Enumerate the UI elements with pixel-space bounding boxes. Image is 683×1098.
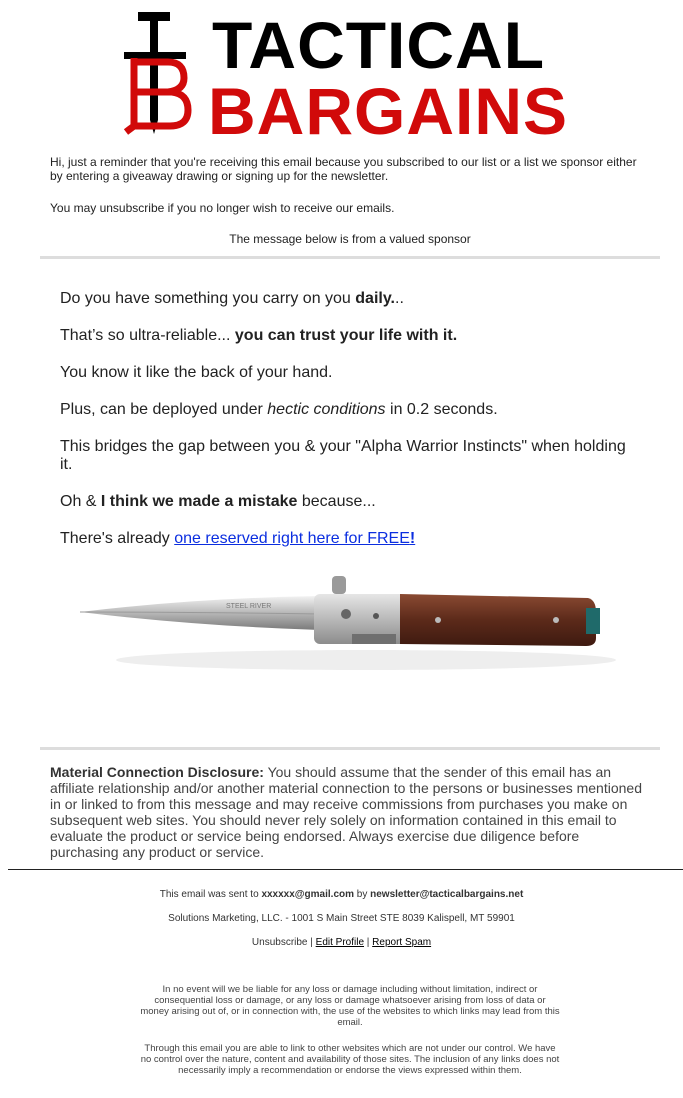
company-address: Solutions Marketing, LLC. - 1001 S Main Street STE 8039 Kalispell, MT 59901 <box>168 913 515 924</box>
message-paragraph-3: You know it like the back of your hand. <box>60 364 333 381</box>
stiletto-knife-image <box>76 568 616 688</box>
message-paragraph-1: Do you have something you carry on you daily... <box>60 290 404 307</box>
logo-graphic <box>120 8 590 140</box>
product-image[interactable] <box>76 568 616 688</box>
material-connection-disclosure <box>50 764 650 860</box>
divider-top <box>40 256 660 259</box>
recipient-email: xxxxxx@gmail.com <box>261 889 355 900</box>
sponsor-note: The message below is from a valued sponsor <box>229 232 471 246</box>
blade-engraving: STEEL RIVER <box>226 603 272 610</box>
tactical-bargains-logo[interactable] <box>120 8 590 140</box>
disclosure-label: Material Connection Disclosure: <box>50 764 264 780</box>
message-paragraph-7: There's already one reserved right here for FREE! <box>60 530 416 547</box>
sent-to-line: This email was sent to xxxxxx@gmail.com by newsletter@tacticalbargains.net <box>159 889 524 900</box>
intro-section <box>50 155 650 233</box>
message-paragraph-4: Plus, can be deployed under hectic conditions in 0.2 seconds. <box>60 401 498 418</box>
report-spam-link[interactable]: Report Spam <box>372 937 432 948</box>
logo-line-2: BARGAINS <box>208 74 569 140</box>
message-paragraph-5: This bridges the gap between you & your "Alpha Warrior Instincts" when holding it. <box>60 438 626 473</box>
edit-profile-link[interactable]: Edit Profile <box>315 937 365 948</box>
footer-rule <box>8 869 683 870</box>
divider-bottom <box>40 747 660 750</box>
dagger-monogram-icon <box>124 12 188 134</box>
sponsor-message <box>60 290 640 567</box>
legal-disclaimer-links: Through this email you are able to link to other websites which are not under our control. We have no control over the nature, content and availability of those sites. The inclusion of any links does not necessarily imply a recommendation or endorse the views expressed within them. <box>140 1043 560 1076</box>
footer-links: Unsubscribe | Edit Profile | Report Spam <box>251 937 432 948</box>
disclosure-text: You should assume that the sender of this email has an affiliate relationship and/or another material connection to the persons or businesses mentioned in or linked to from this message and may receive commissions from purchases you make on subsequent web sites. You should never rely solely on information contained in this email to evaluate the product or service being endorsed. Always exercise due diligence before purchasing any product or service. <box>50 764 642 860</box>
free-offer-link[interactable]: one reserved right here for FREE! <box>174 530 416 547</box>
reminder-text: Hi, just a reminder that you're receiving this email because you subscribed to our list or a list we sponsor either by entering a giveaway drawing or signing up for the newsletter. <box>50 155 637 183</box>
legal-disclaimer-liability: In no event will we be liable for any loss or damage including without limitation, indirect or consequential loss or damage, or any loss or damage whatsoever arising from loss of data or money arising out of, or in connection with, the use of the websites to which links may lead from this email. <box>140 984 560 1028</box>
message-paragraph-6: Oh & I think we made a mistake because... <box>60 493 376 510</box>
logo-line-1: TACTICAL <box>212 8 546 82</box>
unsubscribe-text[interactable]: Unsubscribe <box>251 937 308 948</box>
message-paragraph-2: That’s so ultra-reliable... you can trust your life with it. <box>60 327 458 344</box>
unsubscribe-note: You may unsubscribe if you no longer wish to receive our emails. <box>50 201 395 215</box>
sender-email: newsletter@tacticalbargains.net <box>370 889 524 900</box>
